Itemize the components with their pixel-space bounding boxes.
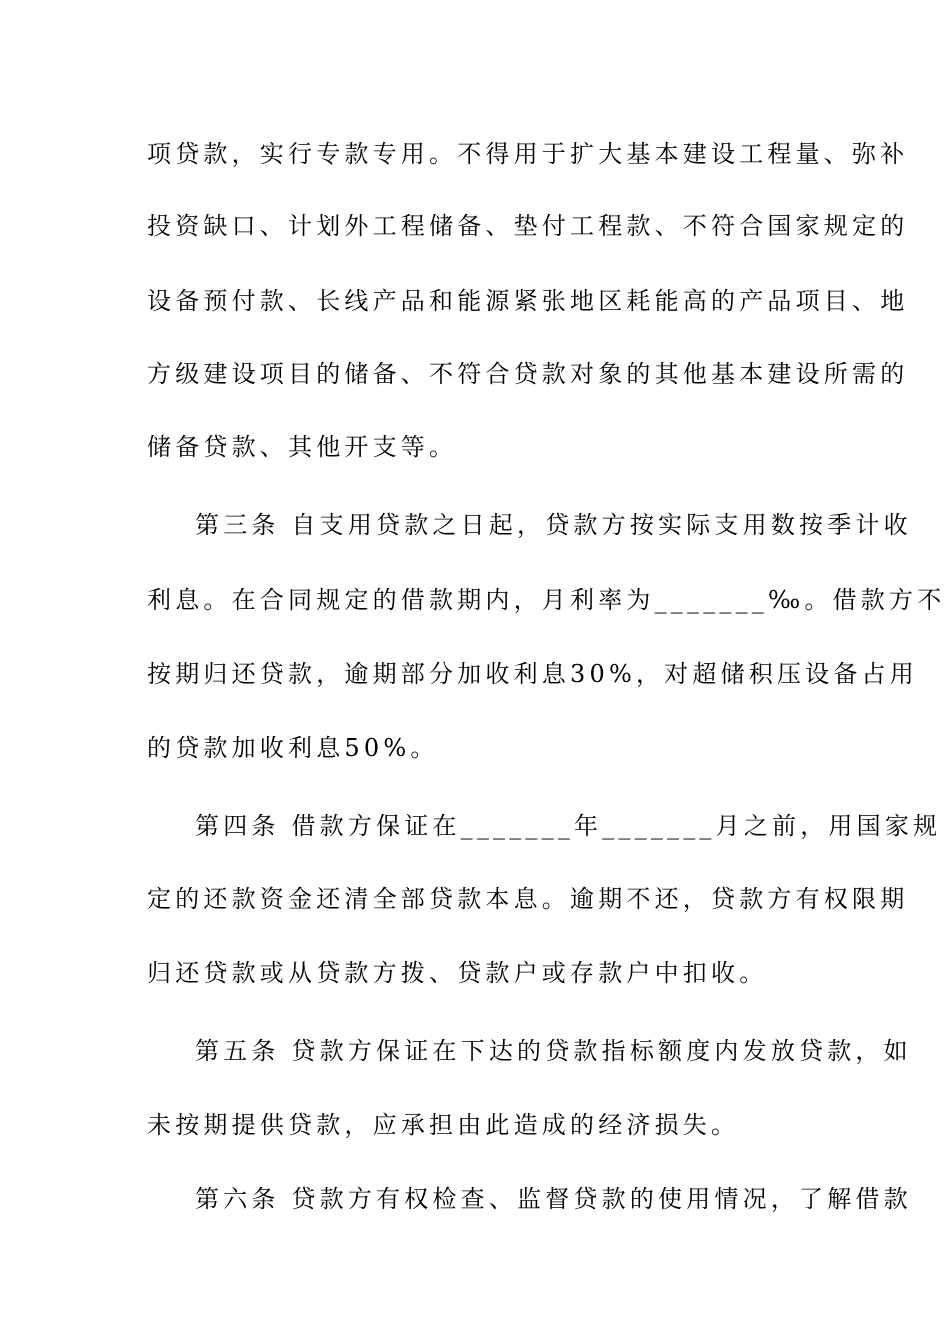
text-line: 设备预付款、长线产品和能源紧张地区耗能高的产品项目、地	[147, 287, 909, 315]
text-line: 储备贷款、其他开支等。	[147, 433, 458, 461]
text-line: 未按期提供贷款，应承担由此造成的经济损失。	[147, 1111, 740, 1139]
text-line: 的贷款加收利息50%。	[147, 734, 439, 762]
text-line: 项贷款，实行专款专用。不得用于扩大基本建设工程量、弥补	[147, 140, 909, 168]
article-6-heading-line: 第六条 贷款方有权检查、监督贷款的使用情况，了解借款	[195, 1185, 912, 1213]
text-line: 定的还款资金还清全部贷款本息。逾期不还，贷款方有权限期	[147, 885, 909, 913]
text-line: 归还贷款或从贷款方拨、贷款户或存款户中扣收。	[147, 959, 768, 987]
article-4-heading-line: 第四条 借款方保证在_______年_______月之前，用国家规	[195, 812, 942, 840]
text-line: 按期归还贷款，逾期部分加收利息30%，对超储积压设备占用	[147, 660, 918, 688]
article-5-heading-line: 第五条 贷款方保证在下达的贷款指标额度内发放贷款，如	[195, 1037, 912, 1065]
article-3-heading-line: 第三条 自支用贷款之日起，贷款方按实际支用数按季计收	[195, 511, 912, 539]
text-line: 投资缺口、计划外工程储备、垫付工程款、不符合国家规定的	[147, 212, 909, 240]
text-line: 利息。在合同规定的借款期内，月利率为_______‰。借款方不	[147, 586, 946, 614]
text-line: 方级建设项目的储备、不符合贷款对象的其他基本建设所需的	[147, 360, 909, 388]
